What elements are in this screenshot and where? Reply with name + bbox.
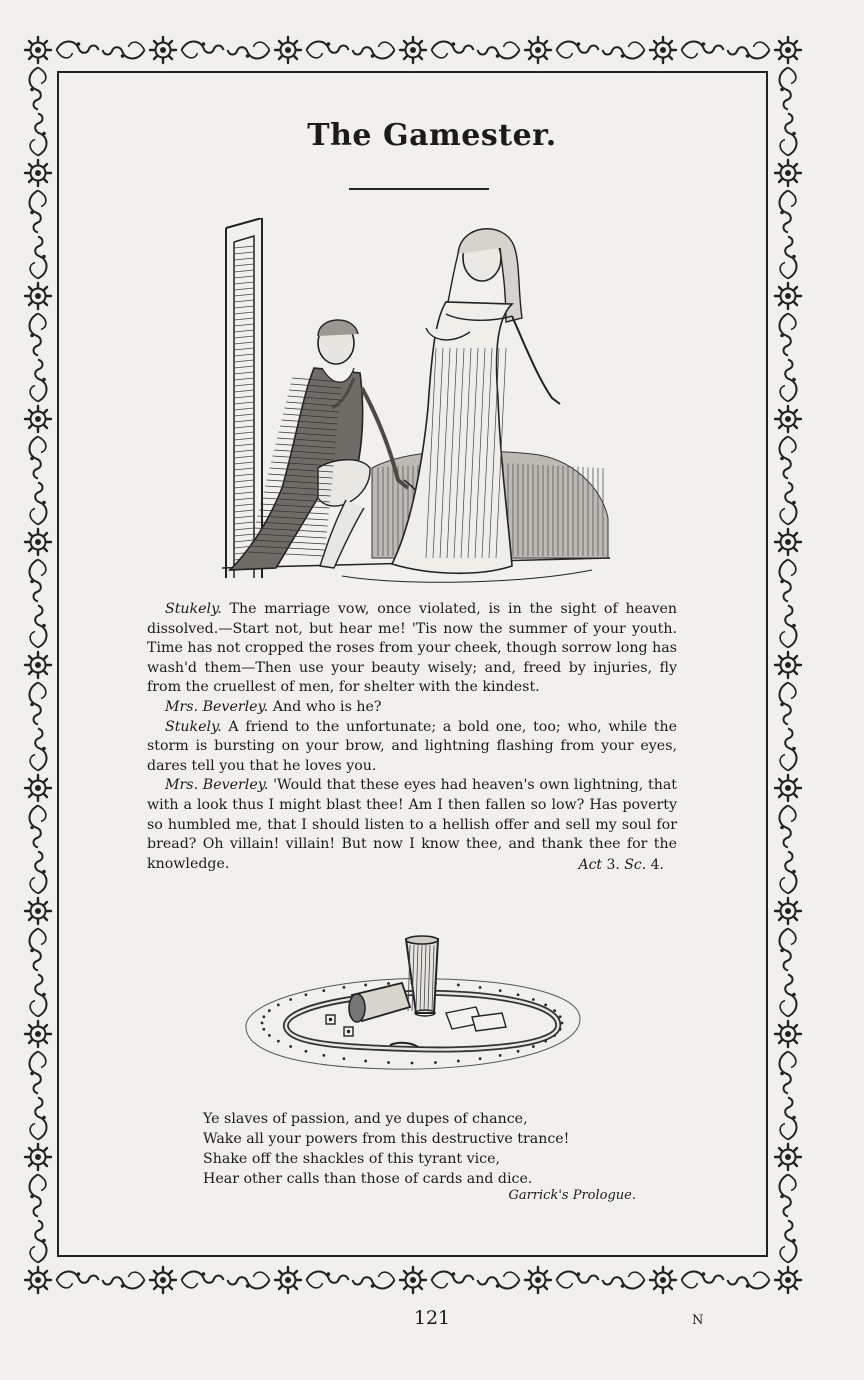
speaker-name: Stukely. (165, 601, 222, 617)
border-scroll (29, 314, 46, 402)
speaker-name: Stukely. (165, 718, 222, 735)
border-rosette (775, 529, 801, 555)
border-rosette (775, 283, 801, 309)
border-rosette (650, 37, 676, 63)
border-rosette (775, 37, 801, 63)
border-scroll (307, 1271, 395, 1288)
border-rosette (525, 37, 551, 63)
verse-line: Ye slaves of passion, and ye dupes of chance, (203, 1111, 528, 1127)
border-scroll (779, 437, 796, 525)
speaker-name: Mrs. Beverley. (165, 777, 269, 794)
border-rosette (25, 160, 51, 186)
border-scroll (432, 41, 520, 58)
border-scroll (29, 1052, 46, 1140)
engraving-dice-cup-and-serpent (240, 935, 585, 1080)
border-scroll (779, 1175, 796, 1263)
title-rule (349, 188, 489, 190)
border-rosette (775, 406, 801, 432)
border-rosette (525, 1267, 551, 1293)
dialogue-text: And who is he? (272, 698, 382, 715)
border-scroll (29, 1175, 46, 1263)
border-rosette (775, 1021, 801, 1047)
engraving-stukely-and-mrs-beverley (222, 218, 610, 586)
border-scroll (779, 314, 796, 402)
scene-citation: Act 3. Sc. 4. (578, 857, 664, 873)
dialogue-line (147, 718, 677, 777)
page-title: The Gamester. (307, 118, 557, 153)
border-scroll (29, 683, 46, 771)
border-scroll (29, 806, 46, 894)
border-rosette (25, 1267, 51, 1293)
border-scroll (557, 1271, 645, 1288)
border-scroll (182, 41, 270, 58)
verse-line: Hear other calls than those of cards and dice. (203, 1171, 533, 1187)
border-scroll (57, 1271, 145, 1288)
border-rosette (25, 283, 51, 309)
border-rosette (25, 406, 51, 432)
closing-verse (203, 1109, 569, 1189)
border-rosette (25, 529, 51, 555)
border-rosette (775, 1267, 801, 1293)
border-scroll (779, 1052, 796, 1140)
border-scroll (779, 191, 796, 279)
border-rosette (150, 37, 176, 63)
dialogue-line (147, 698, 677, 718)
border-rosette (275, 37, 301, 63)
border-scroll (29, 437, 46, 525)
border-rosette (25, 775, 51, 801)
border-scroll (29, 191, 46, 279)
dialogue-text: 'Would that these eyes had heaven's own lightning, that with a look thus I might blast thee! Am I then fallen so low? Has poverty so humbled me, that I should listen to a hellish offer and sell my soul for bread? Oh villain! villain! But now I know thee, and thank thee for the knowledge. (147, 777, 677, 872)
border-rosette (25, 37, 51, 63)
border-scroll (57, 41, 145, 58)
border-scroll (307, 41, 395, 58)
border-scroll (779, 683, 796, 771)
border-scroll (779, 806, 796, 894)
dialogue-text: The marriage vow, once violated, is in the sight of heaven dissolved.—Start not, but hear me! 'Tis now the summer of your youth. Time has not cropped the roses from your cheek, though sorrow long has wash'd them—Then use your beauty wisely; and, freed by injuries, fly from the cruellest of men, for shelter with the kindest. (147, 601, 677, 696)
border-rosette (775, 1144, 801, 1170)
border-scroll (682, 1271, 770, 1288)
border-rosette (400, 37, 426, 63)
border-rosette (775, 898, 801, 924)
border-rosette (25, 1021, 51, 1047)
border-rosette (25, 652, 51, 678)
page-number: 121 (413, 1307, 451, 1329)
border-rosette (25, 898, 51, 924)
border-rosette (775, 160, 801, 186)
speaker-name: Mrs. Beverley. (165, 698, 269, 715)
border-rosette (275, 1267, 301, 1293)
border-rosette (25, 1144, 51, 1170)
border-rosette (400, 1267, 426, 1293)
verse-attribution: Garrick's Prologue. (508, 1188, 636, 1203)
border-rosette (775, 652, 801, 678)
border-scroll (557, 41, 645, 58)
border-scroll (682, 41, 770, 58)
border-rosette (150, 1267, 176, 1293)
verse-line: Shake off the shackles of this tyrant vice, (203, 1151, 501, 1167)
border-rosette (650, 1267, 676, 1293)
border-scroll (29, 560, 46, 648)
dialogue-text: A friend to the unfortunate; a bold one, too; who, while the storm is bursting on your brow, and lightning flashing from your eyes, dares tell you that he loves you. (147, 718, 677, 774)
border-rosette (775, 775, 801, 801)
border-scroll (432, 1271, 520, 1288)
border-scroll (29, 929, 46, 1017)
verse-line: Wake all your powers from this destructive trance! (203, 1131, 570, 1147)
dialogue-excerpt (147, 600, 677, 874)
dialogue-line (147, 600, 677, 698)
border-scroll (779, 560, 796, 648)
border-scroll (182, 1271, 270, 1288)
border-scroll (779, 929, 796, 1017)
signature-mark: N (692, 1313, 704, 1328)
